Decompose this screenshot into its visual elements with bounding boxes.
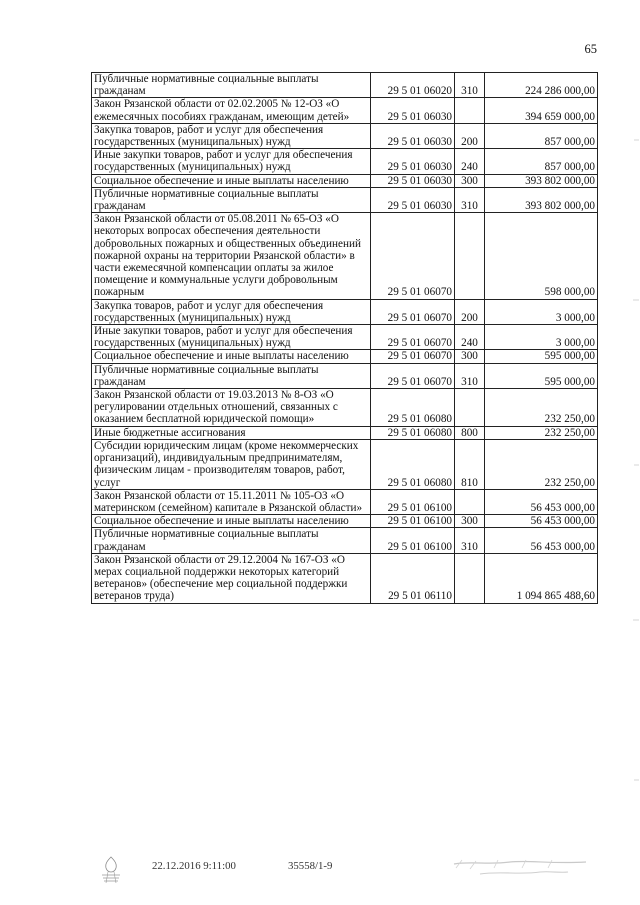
row-amount-cell: 224 286 000,00 xyxy=(485,73,598,98)
row-name-cell: Закон Рязанской области от 29.12.2004 № 167-ОЗ «О мерах социальной поддержки некоторых категорий ветеранов» (обеспечение мер социальной поддержки ветеранов труда) xyxy=(92,553,371,603)
row-type-cell: 810 xyxy=(455,439,485,489)
row-type-cell: 200 xyxy=(455,123,485,148)
table-row xyxy=(92,187,598,212)
row-name-cell: Социальное обеспечение и иные выплаты населению xyxy=(92,350,371,363)
table-row xyxy=(92,553,598,603)
row-code-cell: 29 5 01 06070 xyxy=(371,325,455,350)
table-row xyxy=(92,363,598,388)
row-type-cell: 310 xyxy=(455,528,485,553)
row-code-cell: 29 5 01 06020 xyxy=(371,73,455,98)
row-code-cell: 29 5 01 06070 xyxy=(371,213,455,299)
row-name-cell: Закон Рязанской области от 02.02.2005 № 12-ОЗ «О ежемесячных пособиях гражданам, имеющим детей» xyxy=(92,98,371,123)
table-row xyxy=(92,174,598,187)
footer-date: 22.12.2016 9:11:00 xyxy=(152,860,236,872)
row-name-cell: Публичные нормативные социальные выплаты гражданам xyxy=(92,528,371,553)
margin-tick-marks xyxy=(630,0,640,905)
row-type-cell: 240 xyxy=(455,325,485,350)
row-code-cell: 29 5 01 06080 xyxy=(371,426,455,439)
row-amount-cell: 393 802 000,00 xyxy=(485,187,598,212)
table-row xyxy=(92,73,598,98)
row-amount-cell: 857 000,00 xyxy=(485,149,598,174)
row-amount-cell: 232 250,00 xyxy=(485,439,598,489)
row-name-cell: Закупка товаров, работ и услуг для обеспечения государственных (муниципальных) нужд xyxy=(92,123,371,148)
row-amount-cell: 857 000,00 xyxy=(485,123,598,148)
row-type-cell xyxy=(455,98,485,123)
row-code-cell: 29 5 01 06110 xyxy=(371,553,455,603)
row-name-cell: Закон Рязанской области от 15.11.2011 № 105-ОЗ «О материнском (семейном) капитале в Рязанской области» xyxy=(92,489,371,514)
row-code-cell: 29 5 01 06070 xyxy=(371,363,455,388)
table-row xyxy=(92,389,598,427)
table-row xyxy=(92,123,598,148)
row-name-cell: Иные закупки товаров, работ и услуг для обеспечения государственных (муниципальных) нужд xyxy=(92,149,371,174)
row-name-cell: Закупка товаров, работ и услуг для обеспечения государственных (муниципальных) нужд xyxy=(92,299,371,324)
row-amount-cell: 56 453 000,00 xyxy=(485,528,598,553)
footer-doc-number: 35558/1-9 xyxy=(288,860,333,872)
table-row xyxy=(92,213,598,299)
row-code-cell: 29 5 01 06070 xyxy=(371,299,455,324)
row-name-cell: Социальное обеспечение и иные выплаты населению xyxy=(92,515,371,528)
row-amount-cell: 3 000,00 xyxy=(485,325,598,350)
row-amount-cell: 232 250,00 xyxy=(485,389,598,427)
logo-icon xyxy=(98,855,124,885)
row-type-cell xyxy=(455,489,485,514)
row-type-cell: 310 xyxy=(455,187,485,212)
row-type-cell xyxy=(455,553,485,603)
table-row xyxy=(92,515,598,528)
row-name-cell: Иные закупки товаров, работ и услуг для обеспечения государственных (муниципальных) нужд xyxy=(92,325,371,350)
row-name-cell: Публичные нормативные социальные выплаты гражданам xyxy=(92,187,371,212)
row-code-cell: 29 5 01 06030 xyxy=(371,149,455,174)
row-name-cell: Публичные нормативные социальные выплаты гражданам xyxy=(92,363,371,388)
row-type-cell: 300 xyxy=(455,350,485,363)
row-code-cell: 29 5 01 06030 xyxy=(371,174,455,187)
table-row xyxy=(92,149,598,174)
table-row xyxy=(92,528,598,553)
row-amount-cell: 232 250,00 xyxy=(485,426,598,439)
row-code-cell: 29 5 01 06100 xyxy=(371,528,455,553)
row-code-cell: 29 5 01 06070 xyxy=(371,350,455,363)
table-row xyxy=(92,489,598,514)
row-name-cell: Субсидии юридическим лицам (кроме некоммерческих организаций), индивидуальным предпринимателям, физическим лицам - производителям товаров, работ, услуг xyxy=(92,439,371,489)
row-type-cell xyxy=(455,213,485,299)
row-amount-cell: 56 453 000,00 xyxy=(485,515,598,528)
budget-table-body xyxy=(92,73,598,604)
row-type-cell: 300 xyxy=(455,174,485,187)
row-amount-cell: 56 453 000,00 xyxy=(485,489,598,514)
row-code-cell: 29 5 01 06080 xyxy=(371,439,455,489)
stamp-watermark-icon xyxy=(450,856,590,882)
budget-table xyxy=(91,72,598,604)
row-code-cell: 29 5 01 06030 xyxy=(371,187,455,212)
row-amount-cell: 3 000,00 xyxy=(485,299,598,324)
row-code-cell: 29 5 01 06030 xyxy=(371,123,455,148)
table-row xyxy=(92,350,598,363)
row-name-cell: Закон Рязанской области от 05.08.2011 № 65-ОЗ «О некоторых вопросах обеспечения деятельности добровольных пожарных и общественных объединений пожарной охраны на территории Рязанской области» в части ежемесячной компенсации оплаты за жилое помещение и коммунальные услуги добровольным пожарным xyxy=(92,213,371,299)
row-name-cell: Публичные нормативные социальные выплаты гражданам xyxy=(92,73,371,98)
row-type-cell xyxy=(455,389,485,427)
row-type-cell: 310 xyxy=(455,73,485,98)
row-type-cell: 310 xyxy=(455,363,485,388)
row-name-cell: Социальное обеспечение и иные выплаты населению xyxy=(92,174,371,187)
row-type-cell: 240 xyxy=(455,149,485,174)
row-code-cell: 29 5 01 06100 xyxy=(371,515,455,528)
row-code-cell: 29 5 01 06100 xyxy=(371,489,455,514)
row-amount-cell: 595 000,00 xyxy=(485,363,598,388)
row-amount-cell: 595 000,00 xyxy=(485,350,598,363)
row-amount-cell: 1 094 865 488,60 xyxy=(485,553,598,603)
row-amount-cell: 394 659 000,00 xyxy=(485,98,598,123)
row-name-cell: Закон Рязанской области от 19.03.2013 № 8-ОЗ «О регулировании отдельных отношений, связанных с оказанием бесплатной юридической помощи» xyxy=(92,389,371,427)
row-type-cell: 200 xyxy=(455,299,485,324)
table-row xyxy=(92,299,598,324)
table-row xyxy=(92,439,598,489)
page-number: 65 xyxy=(584,42,597,56)
row-type-cell: 800 xyxy=(455,426,485,439)
row-amount-cell: 393 802 000,00 xyxy=(485,174,598,187)
row-code-cell: 29 5 01 06030 xyxy=(371,98,455,123)
row-amount-cell: 598 000,00 xyxy=(485,213,598,299)
row-code-cell: 29 5 01 06080 xyxy=(371,389,455,427)
row-name-cell: Иные бюджетные ассигнования xyxy=(92,426,371,439)
table-row xyxy=(92,325,598,350)
table-row xyxy=(92,426,598,439)
table-row xyxy=(92,98,598,123)
row-type-cell: 300 xyxy=(455,515,485,528)
